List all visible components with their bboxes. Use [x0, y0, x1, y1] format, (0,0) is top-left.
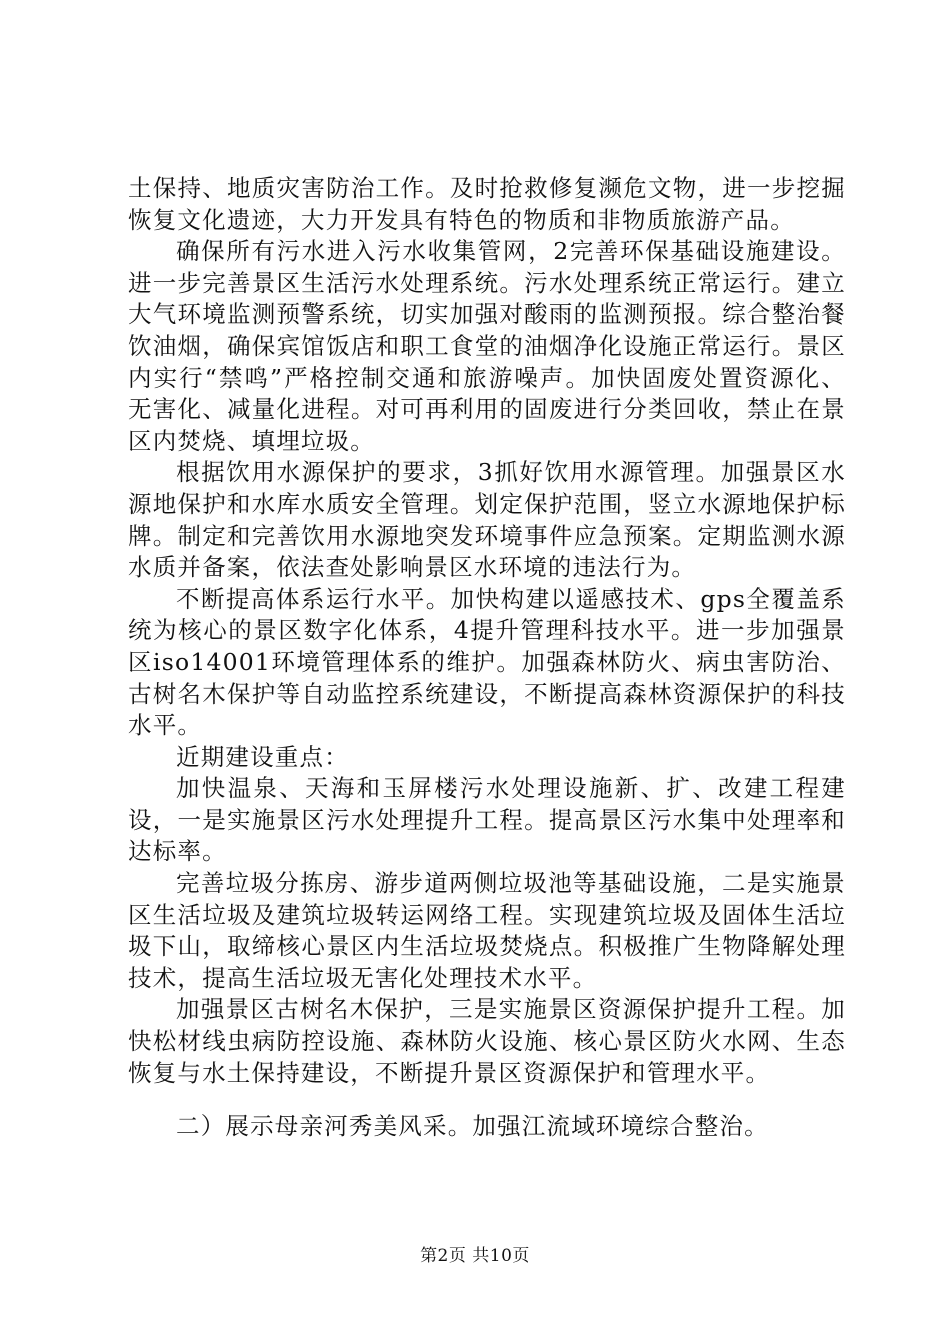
paragraph-recent-priorities: 近期建设重点：	[176, 742, 349, 771]
paragraph-resource-protection: 加强景区古树名木保护，三是实施景区资源保护提升工程。加快松材线虫病防控设施、森林防火设施、核心景区防火水网、生态恢复与水土保持建设，不断提升景区资源保护和管理水平。	[128, 995, 846, 1087]
page-footer: 第2页 共10页	[420, 1246, 530, 1266]
paragraph-environmental-infrastructure: 确保所有污水进入污水收集管网，2完善环保基础设施建设。进一步完善景区生活污水处理系统。污水处理系统正常运行。建立大气环境监测预警系统，切实加强对酸雨的监测预报。综合整治餐饮油烟，确保宾馆饭店和职工食堂的油烟净化设施正常运行。景区内实行“禁鸣”严格控制交通和旅游噪声。加快固废处置资源化、无害化、减量化进程。对可再利用的固废进行分类回收，禁止在景区内焚烧、填埋垃圾。	[128, 237, 846, 455]
paragraph-drinking-water: 根据饮用水源保护的要求，3抓好饮用水源管理。加强景区水源地保护和水库水质安全管理。划定保护范围，竖立水源地保护标牌。制定和完善饮用水源地突发环境事件应急预案。定期监测水源水质并备案，依法查处影响景区水环境的违法行为。	[128, 458, 846, 582]
paragraph-continuation: 土保持、地质灾害防治工作。及时抢救修复濒危文物，进一步挖掘恢复文化遗迹，大力开发具有特色的物质和非物质旅游产品。	[128, 174, 846, 234]
paragraph-sewage-project: 加快温泉、天海和玉屏楼污水处理设施新、扩、改建工程建设，一是实施景区污水处理提升工程。提高景区污水集中处理率和达标率。	[128, 774, 846, 866]
document-body	[128, 173, 846, 1143]
paragraph-garbage-project: 完善垃圾分拣房、游步道两侧垃圾池等基础设施，二是实施景区生活垃圾及建筑垃圾转运网络工程。实现建筑垃圾及固体生活垃圾下山，取缔核心景区内生活垃圾焚烧点。积极推广生物降解处理技术，提高生活垃圾无害化处理技术水平。	[128, 869, 846, 992]
paragraph-management-technology: 不断提高体系运行水平。加快构建以遥感技术、gps全覆盖系统为核心的景区数字化体系，4提升管理科技水平。进一步加强景区iso14001环境管理体系的维护。加强森林防火、病虫害防治、古树名木保护等自动监控系统建设，不断提高森林资源保护的科技水平。	[128, 584, 846, 740]
section-heading: 二）展示母亲河秀美风采。加强江流域环境综合整治。	[176, 1112, 769, 1141]
